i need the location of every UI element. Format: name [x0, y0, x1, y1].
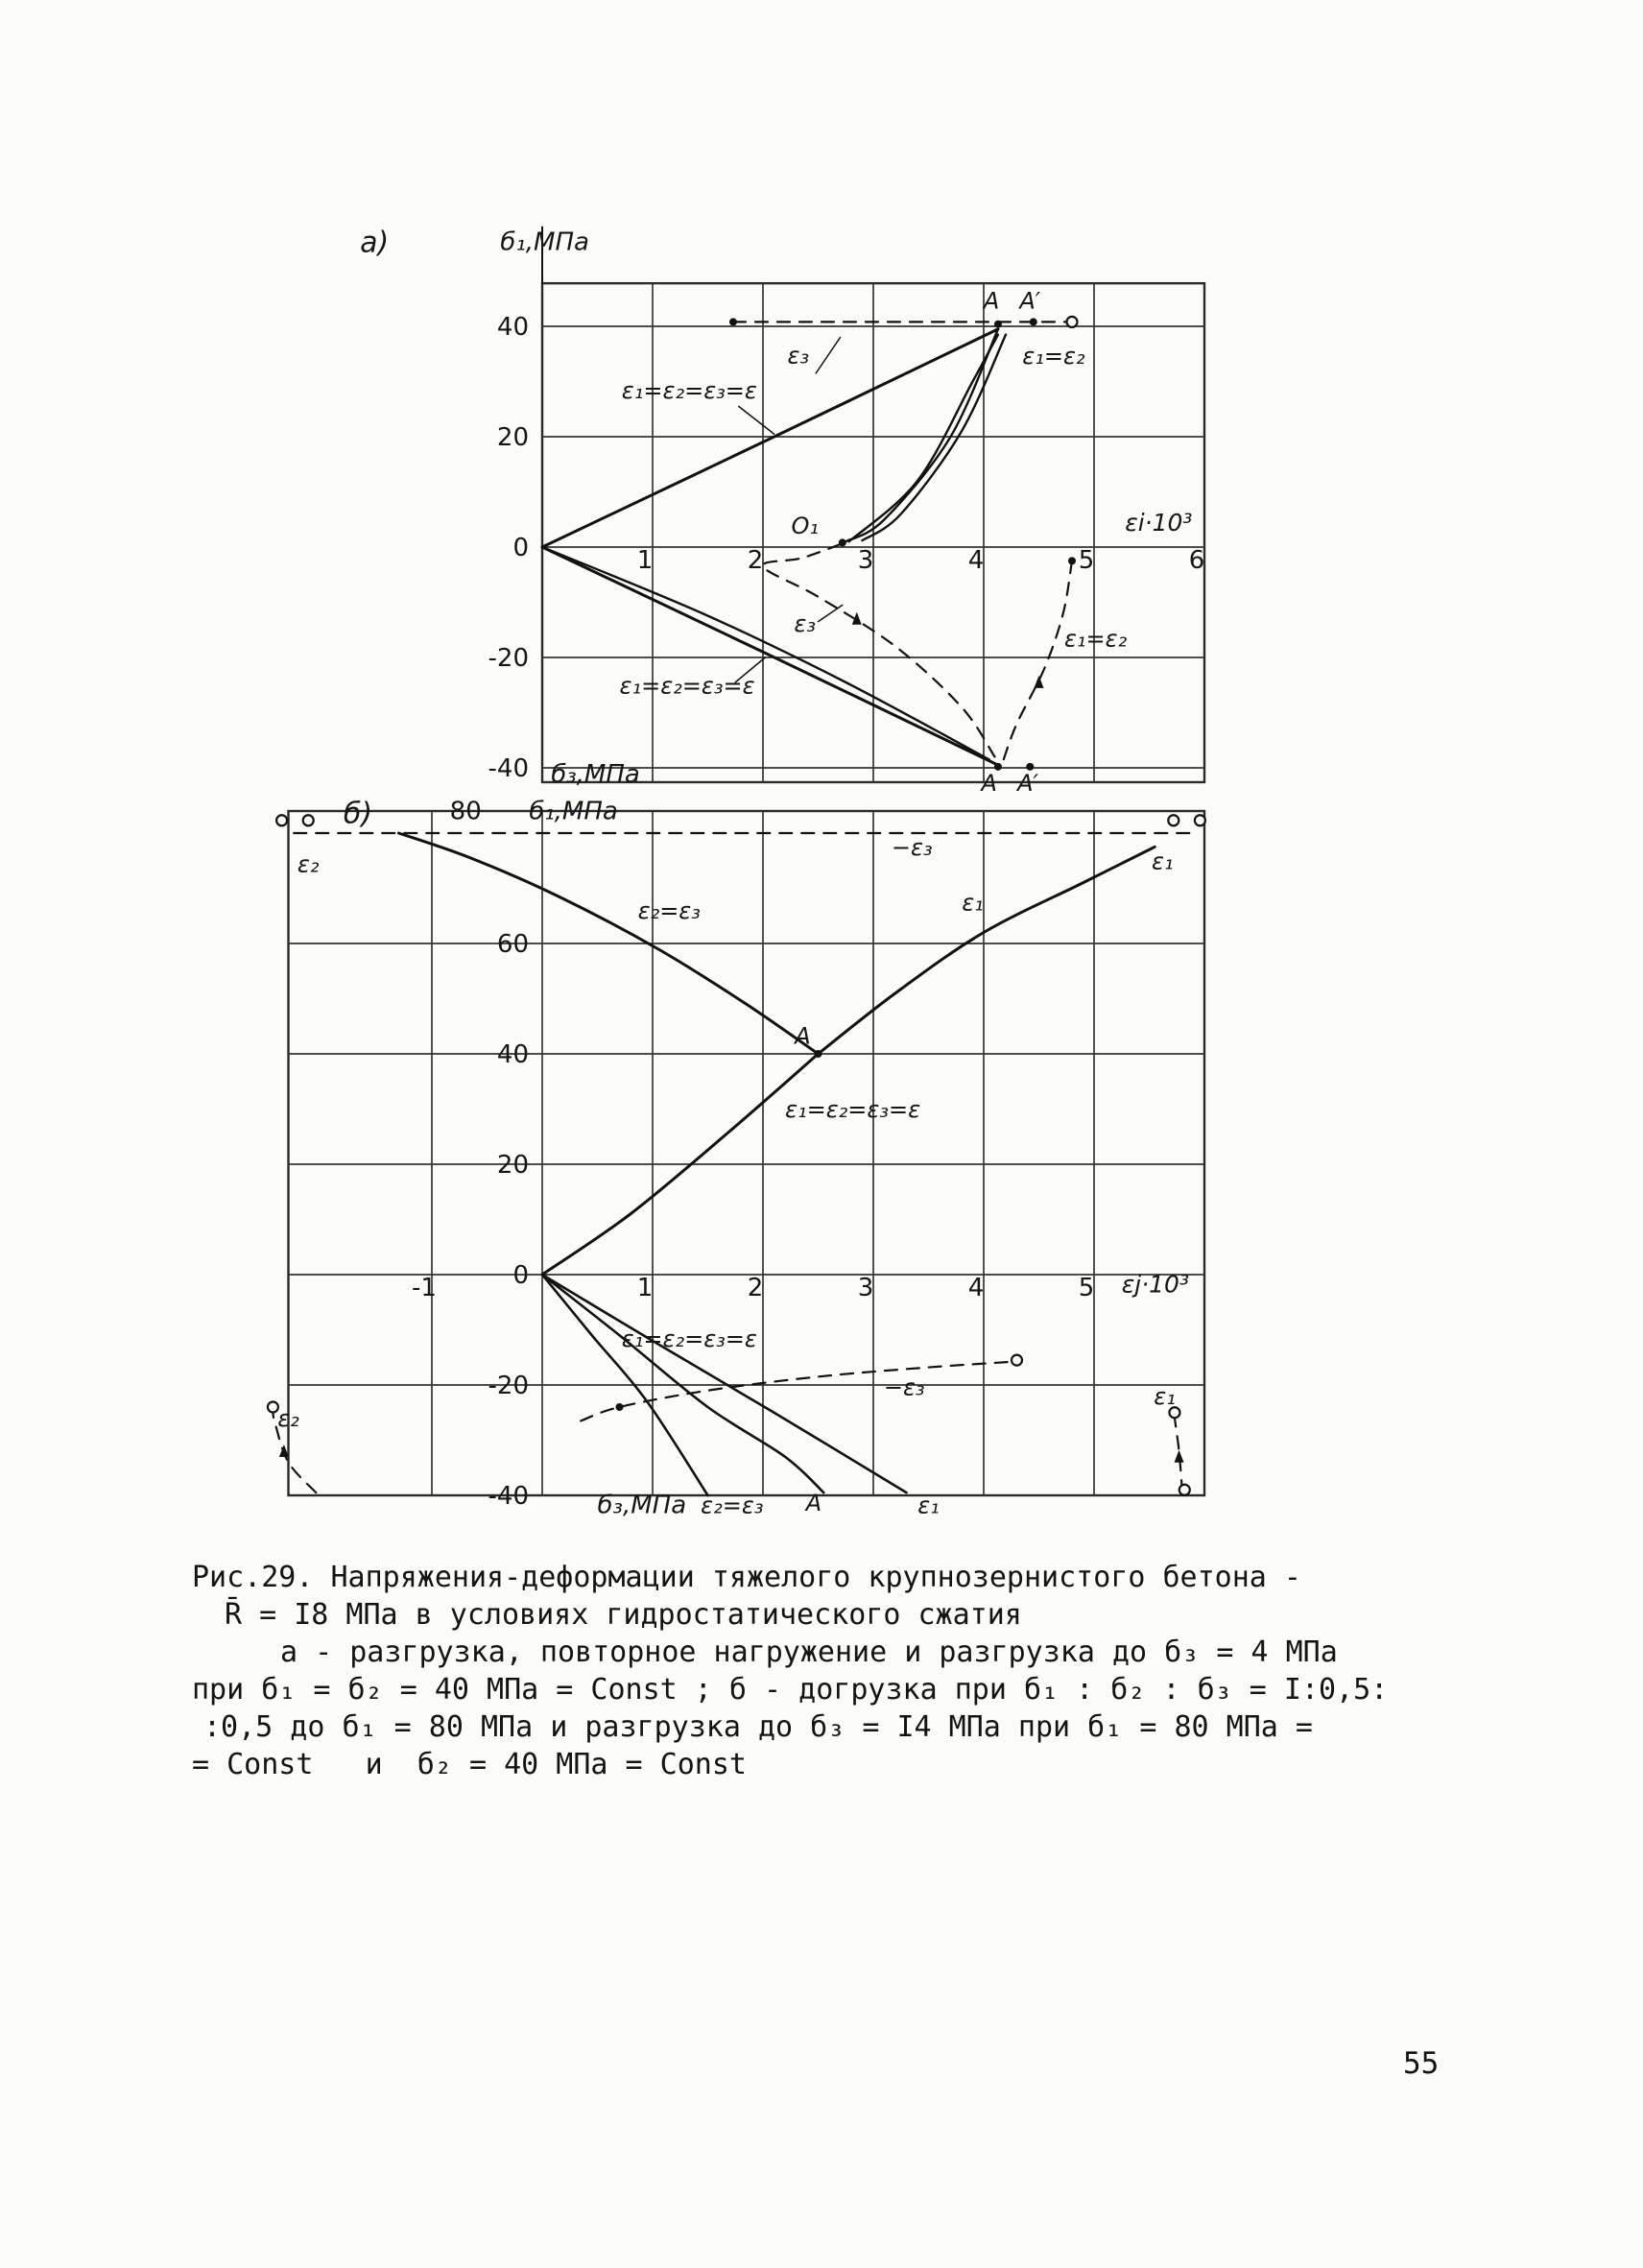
point-marker [616, 1403, 624, 1411]
caption-line-2: R̄ = I8 МПа в условиях гидростатического сжатия [225, 1598, 1022, 1632]
annotation: ε₁=ε₂=ε₃=ε [785, 1096, 921, 1124]
annotation: б) [343, 797, 373, 831]
caption-line-6: = Const и б₂ = 40 МПа = Const [192, 1748, 747, 1781]
annotation: А′ [1019, 287, 1041, 315]
series-leader-eps3-bottom [819, 605, 843, 621]
annotation: εi·10³ [1125, 508, 1193, 537]
open-circle-marker [1168, 815, 1179, 825]
annotation: ε₃ [787, 342, 810, 370]
annotation: ε₁ [1154, 1383, 1176, 1411]
open-circle-marker [303, 815, 314, 825]
open-circle-marker [1012, 1355, 1022, 1366]
series-hydrostatic-load-top [542, 329, 998, 547]
annotation: ε₂=ε₃ [701, 1492, 764, 1519]
x-tick-label: 5 [1078, 1273, 1095, 1302]
annotation: ε₂=ε₃ [637, 897, 701, 925]
chart-a-stress-strain [317, 221, 1315, 816]
direction-arrow-icon [1175, 1450, 1184, 1463]
series-eps-mid-down [542, 1275, 823, 1492]
open-circle-marker [1179, 1485, 1190, 1495]
x-tick-label: 4 [967, 1273, 985, 1302]
x-tick-label: 3 [857, 1273, 874, 1302]
x-tick-label: 3 [857, 545, 874, 575]
series-eps3-unload-dashed [763, 544, 995, 756]
annotation: ε₁ [1152, 848, 1174, 875]
series-eps1-branch [819, 847, 1155, 1054]
y-tick-label: 60 [496, 930, 529, 959]
point-marker [729, 318, 737, 325]
x-tick-label: 6 [1188, 545, 1205, 575]
annotation: ε₁=ε₂=ε₃=ε [619, 672, 755, 700]
annotation: ε₁=ε₂=ε₃=ε [621, 1325, 757, 1352]
annotation: ε₁ [962, 889, 984, 917]
x-tick-label: 2 [747, 1273, 764, 1302]
series-leader-eps3-top [816, 338, 840, 373]
annotation: А [983, 287, 1000, 315]
chart-b-stress-strain [221, 768, 1315, 1536]
y-tick-label: 20 [496, 423, 529, 452]
annotation: −ε₃ [883, 1373, 925, 1401]
y-tick-label: -20 [488, 644, 529, 673]
annotation: А [795, 1022, 811, 1050]
point-marker [1068, 557, 1076, 564]
y-tick-label: 40 [496, 1040, 529, 1069]
y-tick-label: 20 [496, 1151, 529, 1180]
annotation: ε₁=ε₂ [1063, 625, 1128, 653]
y-tick-label: 0 [512, 1261, 529, 1290]
annotation: б₁,МПа [529, 797, 618, 826]
open-circle-marker [276, 815, 287, 825]
series-neg-eps3-dashed [581, 1362, 1012, 1421]
point-marker [815, 1050, 822, 1058]
annotation: ε₃ [794, 609, 816, 637]
point-marker [994, 321, 1002, 328]
annotation: а) [360, 226, 390, 260]
caption-line-1: Рис.29. Напряжения-деформации тяжелого крупнозернистого бетона - [192, 1561, 1301, 1594]
annotation: ε₁=ε₂ [1022, 343, 1085, 370]
series-unload-1 [845, 329, 998, 541]
caption-line-3: а - разгрузка, повторное нагружение и разгрузка до б₃ = 4 МПа [280, 1635, 1338, 1669]
annotation: εj·10³ [1121, 1270, 1189, 1299]
direction-arrow-icon [1035, 676, 1044, 688]
x-tick-label: 5 [1078, 545, 1095, 575]
annotation: ε₁ [917, 1492, 940, 1519]
caption-line-4: при б₁ = б₂ = 40 МПа = Const ; б - догрузка при б₁ : б₂ : б₃ = I:0,5: [192, 1673, 1389, 1707]
annotation: А [805, 1490, 822, 1517]
x-tick-label: 1 [636, 1273, 654, 1302]
annotation: б₁,МПа [500, 227, 589, 257]
annotation: 80 [449, 797, 482, 826]
y-tick-label: -40 [488, 1482, 529, 1511]
annotation: −ε₃ [891, 834, 933, 861]
series-eps12-unload-dashed [1004, 561, 1072, 759]
y-tick-label: 40 [496, 313, 529, 342]
caption-line-5: :0,5 до б₁ = 80 МПа и разгрузка до б₃ = I4 МПа при б₁ = 80 МПа = [203, 1710, 1313, 1744]
page-number: 55 [1403, 2046, 1440, 2081]
series-leader-top [739, 406, 774, 434]
open-circle-marker [1067, 317, 1078, 327]
x-tick-label: -1 [412, 1273, 437, 1302]
series-load-down-1 [542, 547, 998, 765]
point-marker [839, 538, 846, 546]
open-circle-marker [1195, 815, 1205, 825]
x-tick-label: 1 [636, 545, 654, 575]
annotation: О₁ [791, 513, 819, 540]
annotation: ε₁=ε₂=ε₃=ε [621, 376, 757, 404]
plot-border [289, 811, 1205, 1495]
y-tick-label: -20 [488, 1372, 529, 1400]
series-eps1-down [542, 1275, 907, 1492]
annotation: ε₂ [277, 1405, 299, 1433]
figure-caption [192, 1559, 1497, 1783]
y-tick-label: -40 [488, 754, 529, 783]
annotation: ε₂ [297, 850, 320, 878]
annotation: А [981, 770, 997, 798]
y-tick-label: 0 [512, 534, 529, 562]
annotation: А′ [1017, 770, 1038, 798]
x-tick-label: 2 [747, 545, 764, 575]
x-tick-label: 4 [967, 545, 985, 575]
annotation: б₃,МПа [551, 759, 640, 789]
point-marker [1030, 318, 1037, 325]
annotation: б₃,МПа [597, 1491, 687, 1520]
